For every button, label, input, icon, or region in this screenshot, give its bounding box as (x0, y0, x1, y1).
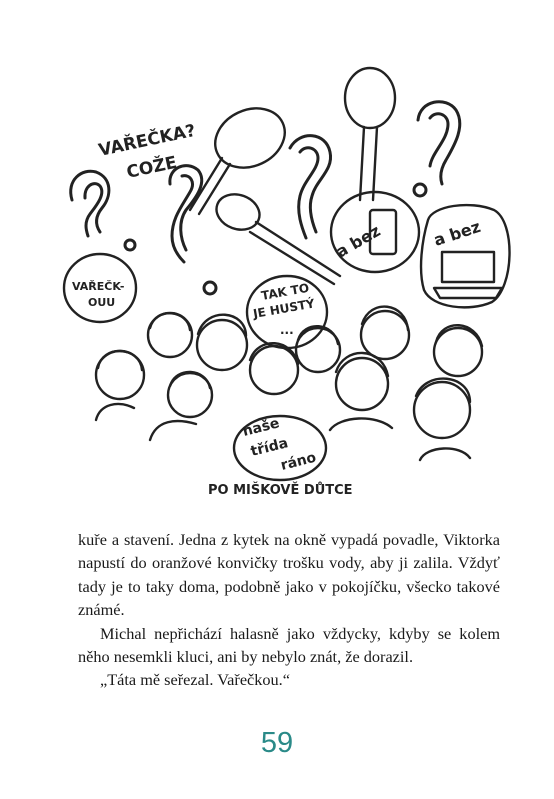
label-dots: ... (280, 323, 294, 337)
laptop-icon (434, 252, 502, 298)
spoon-icon (212, 189, 340, 284)
paragraph: „Táta mě seřezal. Vařečkou.“ (100, 670, 290, 690)
label-je-husty: JE HUSTÝ (252, 296, 316, 321)
label-trida: třída (249, 435, 290, 460)
paragraph: kuře a stavení. Jedna z kytek na okně vypadá povadle, Viktorka napustí do oranžové konvičky trošku vody, aby ji zalila. Vždyť tady je to taky doma, podobně jako v pokojíčku, všecko takové známé. (78, 530, 500, 620)
label-coze: COŽE (124, 152, 179, 183)
label-rano: ráno (279, 449, 318, 474)
label-varecka: VAŘEČKA? (96, 120, 198, 161)
label-varecka-ouu-2: OUU (88, 296, 116, 309)
label-a-bez-1: a bez (332, 221, 384, 262)
page-number: 59 (260, 727, 294, 759)
illustration-caption: PO MIŠKOVĚ DŮTCE (208, 483, 353, 498)
label-tak-to: TAK TO (260, 280, 311, 303)
body-text (78, 528, 500, 692)
spoon-icon (345, 68, 395, 200)
label-nase: naše (241, 415, 282, 440)
paragraph: Michal nepřichází halasně jako vždycky, kdyby se kolem něho nesemkli kluci, ani by nebylo znát, že dorazil. (78, 623, 500, 667)
label-a-bez-2: a bez (431, 216, 483, 250)
label-varecka-ouu-1: VAŘEČK- (72, 280, 125, 293)
